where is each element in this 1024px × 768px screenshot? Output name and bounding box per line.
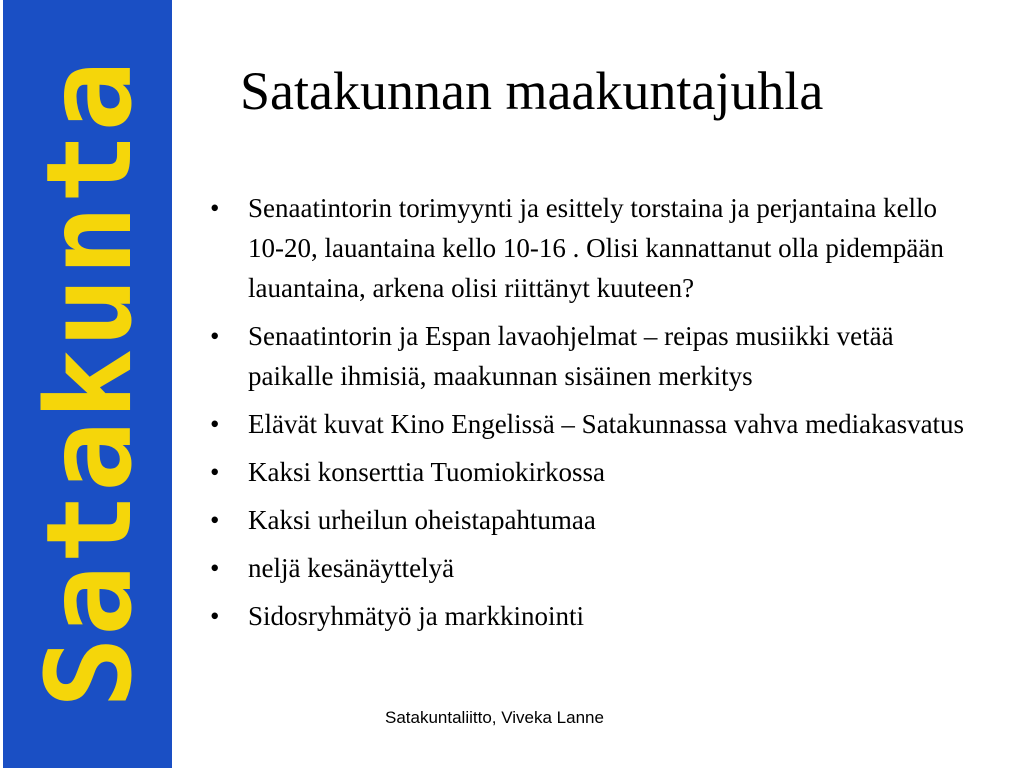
bullet-text: Senaatintorin torimyynti ja esittely torstaina ja perjantaina kello 10-20, lauantaina kello 10-16 . Olisi kannattanut olla pidempään lauantaina, arkena olisi riittänyt kuuteen?	[248, 193, 944, 303]
bullet-text: Elävät kuvat Kino Engelissä – Satakunnassa vahva mediakasvatus	[248, 409, 965, 439]
bullet-dot: •	[210, 193, 220, 223]
bullet-dot: •	[210, 601, 220, 631]
bullet-item	[208, 500, 968, 540]
bullet-text: Sidosryhmätyö ja markkinointi	[248, 601, 584, 631]
brand-strip	[0, 0, 172, 768]
bullet-item	[208, 596, 968, 636]
bullet-text: Senaatintorin ja Espan lavaohjelmat – reipas musiikki vetää paikalle ihmisiä, maakunnan sisäinen merkitys	[248, 321, 894, 391]
bullet-dot: •	[210, 321, 220, 351]
bullet-dot: •	[210, 553, 220, 583]
bullet-list	[208, 188, 968, 644]
bullet-text: Kaksi konserttia Tuomiokirkossa	[248, 457, 606, 487]
bullet-dot: •	[210, 409, 220, 439]
bullet-dot: •	[210, 457, 220, 487]
bullet-item	[208, 404, 968, 444]
brand-vertical-logo-text: Satakunta	[20, 59, 158, 709]
bullet-text: Kaksi urheilun oheistapahtumaa	[248, 505, 596, 535]
bullet-item	[208, 548, 968, 588]
bullet-item	[208, 316, 968, 396]
bullet-item	[208, 452, 968, 492]
slide-title: Satakunnan maakuntajuhla	[240, 61, 824, 121]
bullet-item	[208, 188, 968, 308]
slide-footer: Satakuntaliitto, Viveka Lanne	[385, 708, 604, 727]
bullet-text: neljä kesänäyttelyä	[248, 553, 455, 583]
bullet-dot: •	[210, 505, 220, 535]
